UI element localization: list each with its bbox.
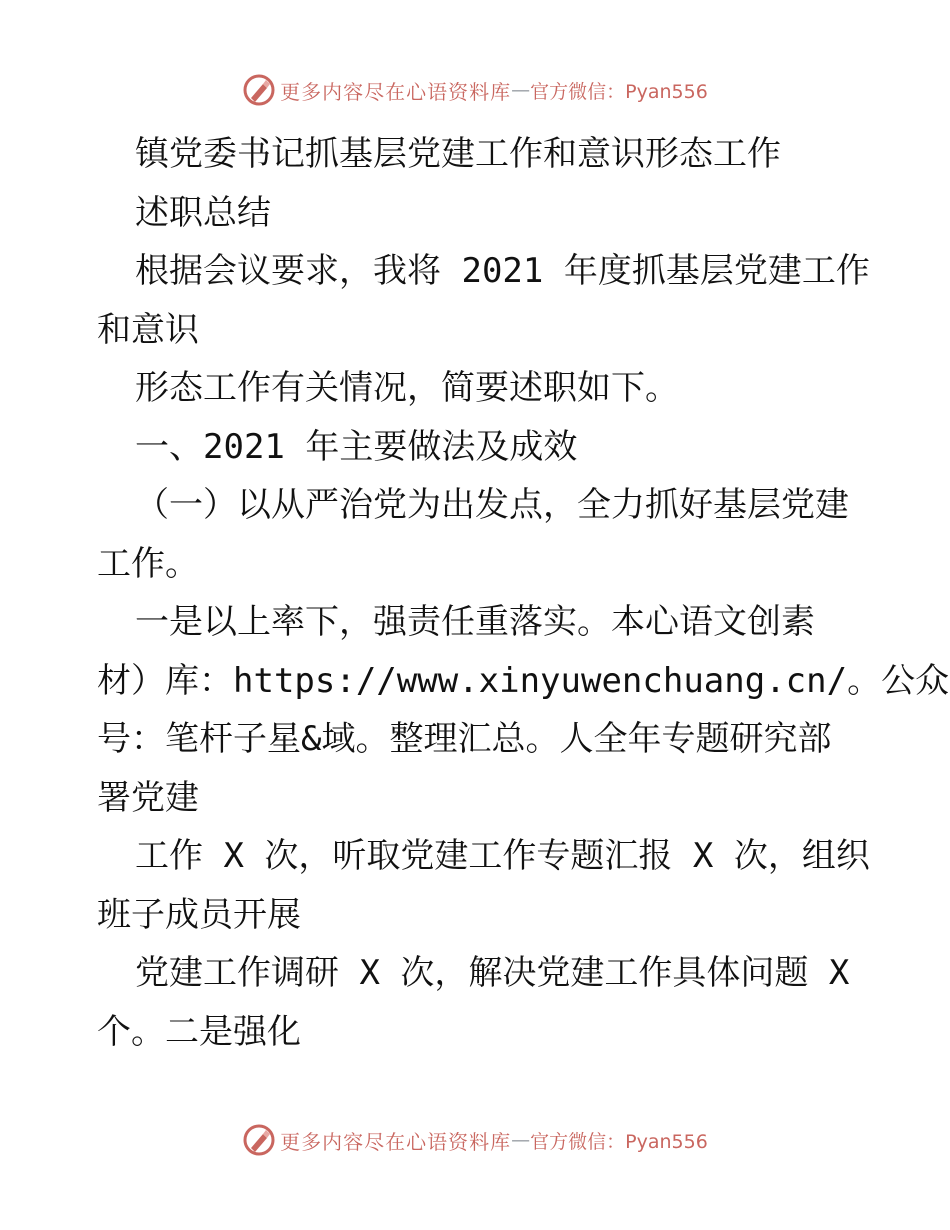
pen-logo-icon — [242, 73, 276, 107]
paragraph-line: 号：笔杆子星&域。整理汇总。人全年专题研究部 — [97, 719, 832, 759]
paragraph-line: 材）库：https://www.xinyuwenchuang.cn/。公众 — [97, 660, 950, 701]
banner-main-text: 更多内容尽在心语资料库 — [280, 1129, 512, 1154]
header-banner — [0, 70, 950, 110]
paragraph-line: 个。二是强化 — [97, 1011, 301, 1052]
banner-wechat-text: 官方微信：Pyan556 — [530, 80, 708, 103]
paragraph-line: 工作 X 次，听取党建工作专题汇报 X 次，组织 — [135, 836, 870, 876]
paragraph-line: 署党建 — [97, 777, 199, 818]
title-line-1: 镇党委书记抓基层党建工作和意识形态工作 — [135, 134, 781, 174]
paragraph-line: 形态工作有关情况，简要述职如下。 — [135, 368, 679, 408]
banner-wechat-text: 官方微信：Pyan556 — [530, 1130, 708, 1153]
header-banner-content — [242, 73, 708, 107]
title-line-2: 述职总结 — [135, 192, 271, 233]
footer-banner-content — [242, 1123, 708, 1157]
paragraph-line: 班子成员开展 — [97, 894, 301, 935]
footer-banner — [0, 1120, 950, 1160]
paragraph-line: 一是以上率下，强责任重落实。本心语文创素 — [135, 602, 815, 642]
subsection-heading-cont: 工作。 — [97, 543, 199, 584]
pen-logo-icon — [242, 1123, 276, 1157]
paragraph-line: 党建工作调研 X 次，解决党建工作具体问题 X — [135, 953, 850, 993]
banner-main-text: 更多内容尽在心语资料库 — [280, 79, 512, 104]
paragraph-line: 和意识 — [97, 309, 199, 350]
subsection-heading: （一）以从严治党为出发点，全力抓好基层党建 — [135, 485, 849, 525]
section-heading: 一、2021 年主要做法及成效 — [135, 426, 578, 467]
document-body — [97, 125, 950, 1061]
banner-separator: — — [511, 79, 531, 101]
paragraph-line: 根据会议要求，我将 2021 年度抓基层党建工作 — [135, 251, 870, 291]
banner-separator: — — [511, 1129, 531, 1151]
